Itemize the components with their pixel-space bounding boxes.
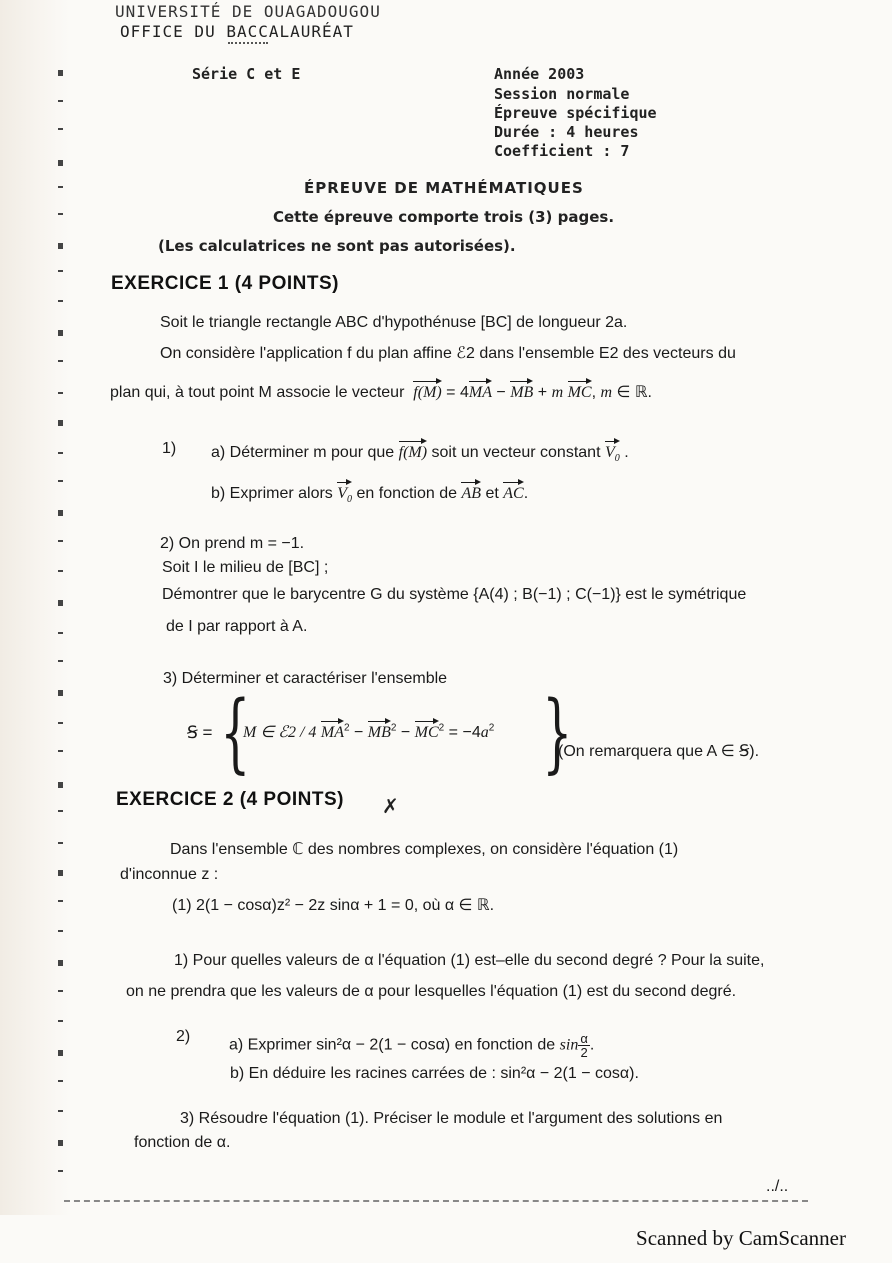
scan-edge-mark [58,100,63,102]
scan-edge-mark [58,243,63,249]
ex1-intro-line3-text: plan qui, à tout point M associe le vecteur [110,384,405,401]
ex2-q1-line1: 1) Pour quelles valeurs de α l'équation (1) est–elle du second degré ? Pour la suite, [174,952,765,969]
ex2-intro-line1: Dans l'ensemble ℂ des nombres complexes, on considère l'équation (1) [170,841,679,858]
scan-edge-mark [58,480,63,482]
alpha-over-2: $\frac{\alpha}{2}$ [580,1031,588,1060]
vector-fM: f(M) [399,440,427,462]
ex1-q1a: a) Déterminer m pour que f(M) soit un vecteur constant $V_0$ . [211,440,629,464]
scan-edge-mark [58,722,63,724]
scan-edge-mark [58,452,63,454]
scan-edge-mark [58,392,63,394]
scan-edge-mark [58,632,63,634]
scan-edge-mark [58,930,63,932]
scan-edge-mark [58,990,63,992]
ex1-q2-line2: Soit I le milieu de [BC] ; [162,559,329,576]
header-divider [228,42,268,44]
scan-edge-mark [58,870,63,876]
ex2-q1-line2: on ne prendra que les valeurs de α pour lesquelles l'équation (1) est du second degré. [126,983,737,1000]
pen-mark-icon: ✗ [382,796,399,818]
page-count-note: Cette épreuve comporte trois (3) pages. [273,208,615,226]
scan-edge-mark [58,690,63,696]
set-equation: $MA^2 - MB^2 - MC^2 = -4a^2$ [321,724,494,741]
scan-edge-mark [58,750,63,752]
vector-AB: AB [461,481,481,503]
ex2-equation: (1) 2(1 − cosα)z² − 2z sinα + 1 = 0, où α ∈ ℝ. [172,897,495,914]
scan-edge-mark [58,213,63,215]
ex1-q1a-text: a) Déterminer m pour que [211,444,395,461]
exam-duration: Durée : 4 heures [494,123,639,141]
scan-edge-mark [58,1110,63,1112]
university-name: UNIVERSITÉ DE OUAGADOUGOU [115,2,381,21]
ex1-q1b: b) Exprimer alors $V_0$ en fonction de AB et AC. [211,481,528,505]
scanner-watermark: Scanned by CamScanner [636,1226,846,1250]
set-definition [243,720,494,742]
scan-edge-mark [58,1020,63,1022]
ex1-q2-line4: de I par rapport à A. [166,618,308,635]
ex1-q2-line3: Démontrer que le barycentre G du système {A(4) ; B(−1) ; C(−1)} est le symétrique [162,586,747,603]
ex1-q2-line1: 2) On prend m = −1. [160,535,305,552]
ex1-q1a-mid: soit un vecteur constant [431,444,601,461]
ex1-intro-line2: On considère l'application f du plan affine ℰ2 dans l'ensemble E2 des vecteurs du [160,345,736,362]
office-name: OFFICE DU BACCALAURÉAT [120,22,354,41]
scan-edge-mark [58,160,63,166]
scan-edge-mark [58,300,63,302]
scan-edge-mark [58,510,63,516]
exam-session: Session normale [494,85,630,103]
exam-title: ÉPREUVE DE MATHÉMATIQUES [304,179,584,197]
ex1-q1b-mid: en fonction de [356,485,458,502]
exercise-2-heading: EXERCICE 2 (4 POINTS) [116,789,344,810]
ex1-q3-line1: 3) Déterminer et caractériser l'ensemble [163,670,448,687]
ex1-intro-line1: Soit le triangle rectangle ABC d'hypothénuse [BC] de longueur 2a. [160,314,628,331]
scan-edge-mark [58,420,63,426]
scan-edge-mark [58,1140,63,1146]
vector-AC: AC [503,481,523,503]
sin-half-alpha: sin [559,1036,579,1054]
scan-edge-mark [58,128,63,130]
ex2-q3-line1: 3) Résoudre l'équation (1). Préciser le module et l'argument des solutions en [180,1110,723,1127]
ex2-intro-line2: d'inconnue z : [120,866,219,883]
scan-edge-mark [58,570,63,572]
scan-edge-mark [58,270,63,272]
set-name: Ꞩ = [187,723,213,742]
ex1-q1-number: 1) [162,440,177,457]
footer-divider [64,1200,808,1202]
scan-edge-mark [58,782,63,788]
scan-edge-mark [58,1170,63,1172]
ex2-q2b: b) En déduire les racines carrées de : sin²α − 2(1 − cosα). [230,1065,639,1082]
scan-edge-mark [58,810,63,812]
calculator-note: (Les calculatrices ne sont pas autorisées). [158,237,516,255]
exam-coefficient: Coefficient : 7 [494,142,630,160]
exam-series: Série C et E [192,65,301,83]
set-close-brace: } [542,683,573,783]
exercise-1-heading: EXERCICE 1 (4 POINTS) [111,273,339,294]
mapping-formula: f(M) = 4MA − MB + m MC, m ∈ ℝ. [409,384,652,401]
scan-edge-mark [58,540,63,542]
scan-edge-mark [58,900,63,902]
scan-edge-mark [58,960,63,966]
ex2-q3-line2: fonction de α. [134,1134,231,1151]
scan-edge-mark [58,660,63,662]
ex1-intro-line3 [110,380,652,402]
ex2-q2a: a) Exprimer sin²α − 2(1 − cosα) en fonction de sin $\frac{\alpha}{2}$ . [229,1031,595,1060]
scan-edge-mark [58,70,63,76]
scan-edge-mark [58,600,63,606]
scan-edge-mark [58,1080,63,1082]
scan-left-edge [0,0,70,1215]
ex2-q2-number: 2) [176,1028,191,1045]
ex1-q1b-text: b) Exprimer alors [211,485,333,502]
exam-year: Année 2003 [494,65,585,83]
set-condition: M ∈ ℰ2 / 4 [243,724,317,741]
ex2-q2a-text: a) Exprimer sin²α − 2(1 − cosα) en fonction de [229,1036,556,1054]
scan-edge-mark [58,842,63,844]
scan-edge-mark [58,1050,63,1056]
ex1-q3-remark: (On remarquera que A ∈ Ꞩ). [558,743,760,760]
ex1-q1b-and: et [485,485,499,502]
vector-V0: $V_0$ [605,440,620,464]
scan-edge-mark [58,186,63,188]
set-open-brace: { [220,683,251,783]
exam-paper-type: Épreuve spécifique [494,104,657,122]
scan-edge-mark [58,330,63,336]
vector-V0-b: $V_0$ [337,481,352,505]
continued-marker: ../.. [766,1178,789,1195]
scan-edge-mark [58,360,63,362]
